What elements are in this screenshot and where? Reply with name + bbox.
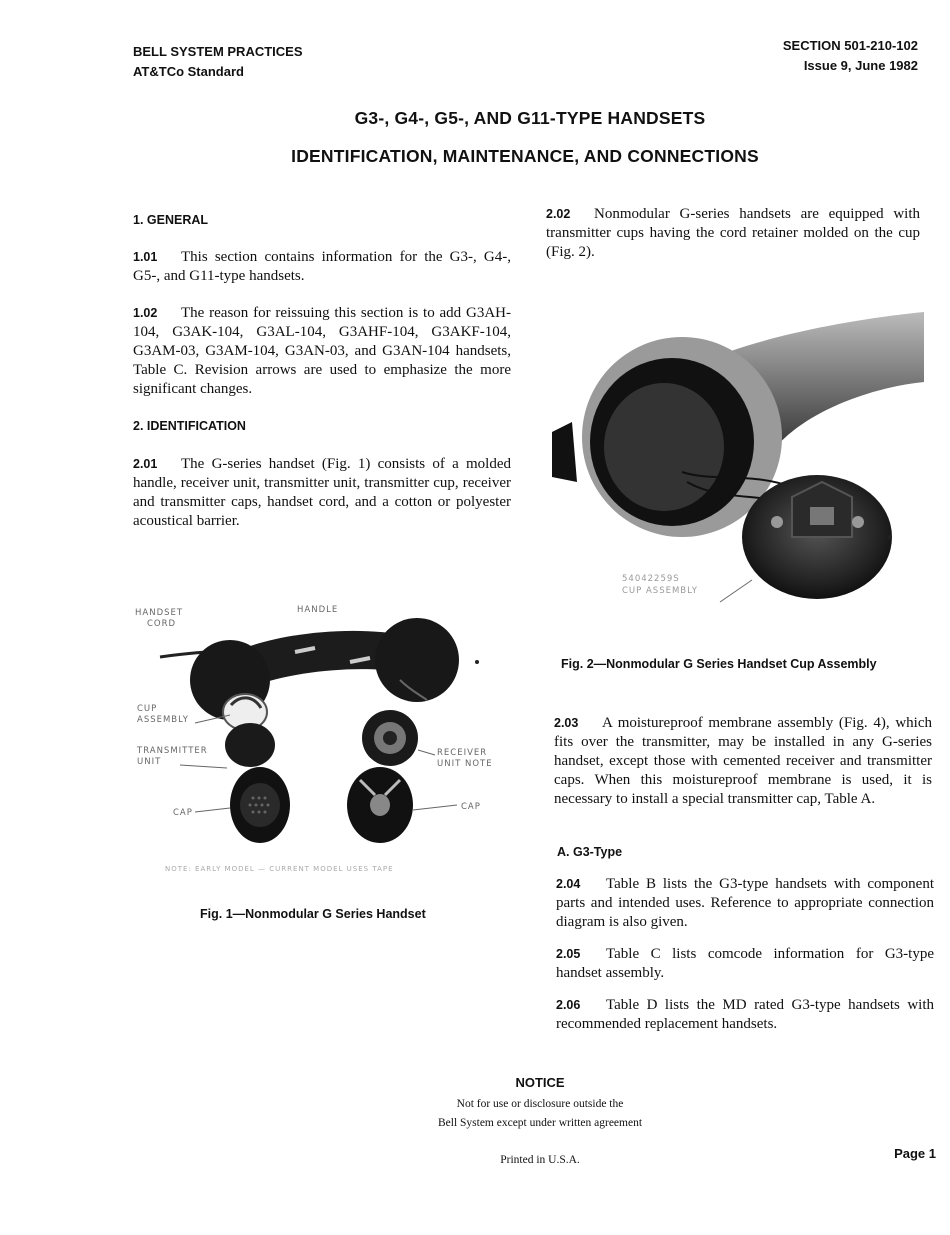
paragraph-text: The reason for reissuing this section is to add G3AH-104, G3AK-104, G3AL-104, G3AHF-104, G3AKF-104, G3AM-03, G3AM-104, G3AN-03, and G3AN-104 handsets, Table C. Revision arrows are used to emphasize the more significant changes.: [133, 305, 511, 397]
paragraph-2-03: [554, 714, 932, 809]
paragraph-text: The G-series handset (Fig. 1) consists of a molded handle, receiver unit, transmitter unit, transmitter cup, receiver and transmitter caps, handset cord, and a cotton or polyester acoustical barrier.: [133, 456, 511, 529]
paragraph-text: Table B lists the G3-type handsets with component parts and intended uses. Reference to appropriate connection diagram is also given.: [556, 876, 934, 930]
figure-1: [135, 600, 495, 890]
section-heading-general: 1. GENERAL: [133, 213, 209, 227]
header-left: [133, 42, 303, 82]
paragraph-number: 2.05: [556, 947, 581, 961]
paragraph-text: Table D lists the MD rated G3-type handsets with recommended replacement handsets.: [556, 997, 934, 1032]
label-receiver-unit: RECEIVER UNIT NOTE: [437, 748, 493, 769]
paragraph-1-02: [133, 304, 511, 399]
paragraph-2-01: [133, 455, 511, 531]
page-number: Page 1: [894, 1146, 936, 1161]
section-heading-identification: 2. IDENTIFICATION: [133, 419, 246, 433]
paragraph-number: 2.01: [133, 457, 158, 471]
page-subtitle: IDENTIFICATION, MAINTENANCE, AND CONNECTIONS: [291, 146, 759, 166]
notice-text: Not for use or disclosure outside the Bell System except under written agreement: [437, 1098, 643, 1129]
paragraph-number: 2.03: [554, 716, 579, 730]
figure-2-caption: Fig. 2—Nonmodular G Series Handset Cup Assembly: [561, 657, 877, 671]
paragraph-text: This section contains information for the G3-, G4-, G5-, and G11-type handsets.: [133, 249, 511, 284]
paragraph-2-05: [556, 945, 934, 983]
paragraph-1-01: [133, 248, 511, 286]
paragraph-text: Nonmodular G-series handsets are equipped with transmitter cups having the cord retainer molded on the cup (Fig. 2).: [546, 206, 920, 260]
label-cup-assembly: CUP ASSEMBLY: [137, 704, 189, 725]
label-handset-cord: HANDSET CORD: [135, 608, 184, 629]
cup-assembly-photo: [552, 312, 924, 614]
handset-photo: [135, 600, 495, 890]
paragraph-number: 2.06: [556, 998, 581, 1012]
label-cup-assembly-fig2: CUP ASSEMBLY: [622, 586, 698, 596]
printed-in: Printed in U.S.A.: [500, 1154, 580, 1166]
paragraph-text: Table C lists comcode information for G3-type handset assembly.: [556, 946, 934, 981]
label-photo-code: 54042259S: [622, 574, 680, 584]
paragraph-number: 2.04: [556, 877, 581, 891]
paragraph-number: 2.02: [546, 207, 571, 221]
label-transmitter-unit: TRANSMITTER UNIT: [137, 746, 208, 767]
publication-name: BELL SYSTEM PRACTICES: [133, 44, 303, 59]
header-right: [783, 36, 918, 76]
paragraph-number: 1.01: [133, 250, 158, 264]
paragraph-2-06: [556, 996, 934, 1034]
page-title: G3-, G4-, G5-, AND G11-TYPE HANDSETS: [354, 108, 706, 128]
paragraph-2-04: [556, 875, 934, 932]
section-number: SECTION 501-210-102: [782, 38, 918, 53]
label-cap-right: CAP: [461, 802, 481, 812]
standard-name: AT&TCo Standard: [133, 64, 244, 79]
subsection-heading-g3: A. G3-Type: [557, 845, 623, 859]
label-note: NOTE: EARLY MODEL — CURRENT MODEL USES TAPE: [165, 865, 394, 873]
paragraph-2-02: [546, 205, 920, 262]
label-handle: HANDLE: [297, 605, 339, 615]
issue-date: Issue 9, June 1982: [803, 58, 918, 73]
notice-heading: NOTICE: [515, 1075, 565, 1090]
paragraph-text: A moistureproof membrane assembly (Fig. 4), which fits over the transmitter, may be installed in any G-series handset, except those with cemented receiver and transmitter caps. When this moistureproof membrane is used, it is necessary to install a special transmitter cap, Table A.: [554, 715, 932, 807]
figure-1-caption: Fig. 1—Nonmodular G Series Handset: [200, 907, 426, 921]
figure-2: [552, 312, 924, 614]
paragraph-number: 1.02: [133, 306, 158, 320]
label-cap-left: CAP: [173, 808, 193, 818]
